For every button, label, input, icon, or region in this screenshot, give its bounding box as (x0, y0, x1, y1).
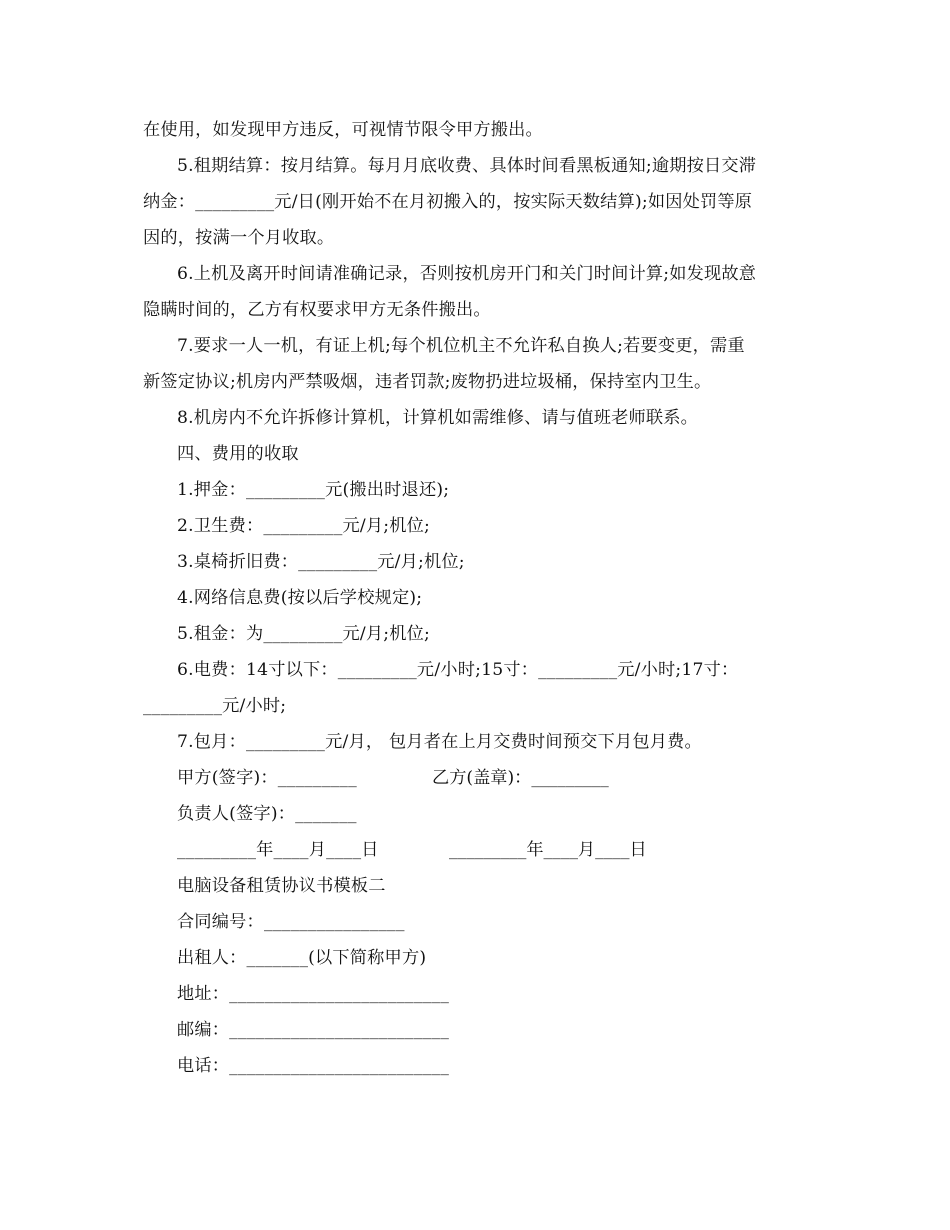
template-title: 电脑设备租赁协议书模板二 (177, 876, 386, 896)
phone-line: 电话：_________________________ (177, 1056, 450, 1076)
text-line: 7.要求一人一机，有证上机;每个机位机主不允许私自换人;若要变更，需重 (177, 336, 745, 356)
text-line: 5.租金：为_________元/月;机位; (177, 624, 431, 644)
lessor-line: 出租人：_______(以下简称甲方) (177, 948, 427, 968)
address-line: 地址：_________________________ (177, 984, 450, 1004)
text-line: 纳金：_________元/日(刚开始不在月初搬入的，按实际天数结算);如因处罚等原 (143, 192, 753, 212)
text-line: 3.桌椅折旧费：_________元/月;机位; (177, 552, 465, 572)
text-line: 隐瞒时间的，乙方有权要求甲方无条件搬出。 (143, 300, 491, 320)
text-line: 8.机房内不允许拆修计算机，计算机如需维修、请与值班老师联系。 (177, 408, 699, 428)
text-line: 6.电费：14寸以下：_________元/小时;15寸：_________元/小时;17寸： (177, 660, 739, 680)
section-heading: 四、费用的收取 (177, 444, 299, 464)
text-line: 1.押金：_________元(搬出时退还); (177, 480, 450, 500)
date-line-a: _________年____月____日 (177, 840, 379, 860)
text-line: 因的，按满一个月收取。 (143, 228, 335, 248)
text-line: 在使用，如发现甲方违反，可视情节限令甲方搬出。 (143, 120, 543, 140)
text-line: 6.上机及离开时间请准确记录，否则按机房开门和关门时间计算;如发现故意 (177, 264, 757, 284)
text-line: 5.租期结算：按月结算。每月月底收费、具体时间看黑板通知;逾期按日交滞 (177, 156, 757, 176)
postcode-line: 邮编：_________________________ (177, 1020, 450, 1040)
text-line: 7.包月：_________元/月， 包月者在上月交费时间预交下月包月费。 (177, 732, 702, 752)
contract-number: 合同编号：________________ (177, 912, 405, 932)
party-a-signature: 甲方(签字)：_________ (177, 768, 357, 788)
text-line: 4.网络信息费(按以后学校规定); (177, 588, 423, 608)
text-line: _________元/小时; (143, 696, 287, 716)
responsible-signature: 负责人(签字)：_______ (177, 804, 357, 824)
text-line: 新签定协议;机房内严禁吸烟，违者罚款;废物扔进垃圾桶，保持室内卫生。 (143, 372, 712, 392)
text-line: 2.卫生费：_________元/月;机位; (177, 516, 431, 536)
party-b-seal: 乙方(盖章)：_________ (432, 768, 609, 788)
date-line-b: _________年____月____日 (449, 840, 647, 860)
